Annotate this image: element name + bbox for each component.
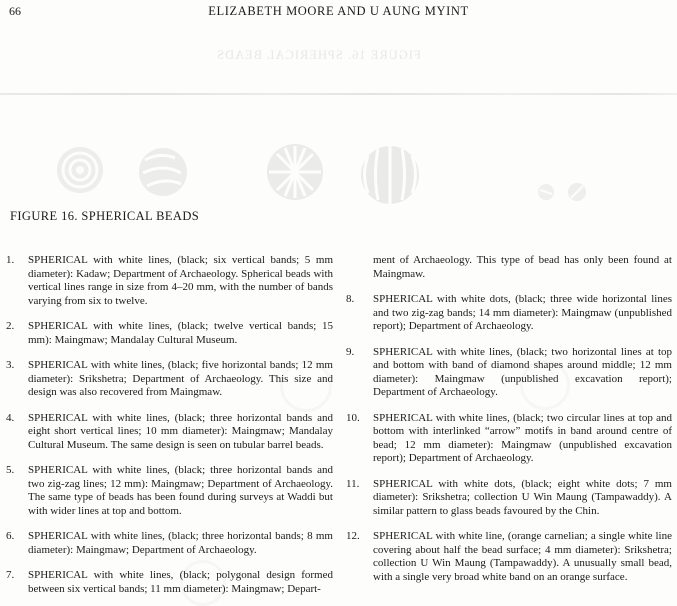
item-number: 6. <box>6 530 15 542</box>
item-text: SPHERICAL with white lines, (black; three horizontal bands; 8 mm diameter): Maingmaw; Department of Archaeology. <box>28 530 333 556</box>
bead-photo-plate <box>0 95 677 225</box>
list-item-10 <box>346 412 672 466</box>
item-number: 9. <box>346 345 355 358</box>
item-number: 5. <box>6 464 15 476</box>
small-bead-icon <box>538 184 554 200</box>
list-item-6 <box>6 530 333 557</box>
list-item-12 <box>346 530 672 584</box>
item-number: 1. <box>6 254 15 266</box>
item-number: 10. <box>346 411 360 424</box>
item-text: SPHERICAL with white lines, (black; six vertical bands; 5 mm diameter): Kadaw; Department of Archaeology. Spherical beads with vertical lines range in size from 4–20 mm, with the number of bands varying from six to twelve. <box>28 254 333 307</box>
item-number: 2. <box>6 320 15 332</box>
small-striped-bead-icon <box>568 183 586 201</box>
diagonal-striped-bead-icon <box>139 148 187 196</box>
item-number: 7. <box>6 569 15 581</box>
item-number: 8. <box>346 293 355 305</box>
list-item-9 <box>346 346 672 400</box>
item-number: 3. <box>6 359 15 371</box>
list-item-8 <box>346 293 672 334</box>
concentric-circles-bead-icon <box>57 147 103 193</box>
showthrough-ghost-caption: FIGURE 16. SPHERICAL BEADS <box>216 48 421 62</box>
item-number: 4. <box>6 411 15 424</box>
list-item-3 <box>6 359 333 400</box>
list-item-1 <box>6 254 333 308</box>
list-item-2 <box>6 320 333 347</box>
item-number: 11. <box>346 477 360 490</box>
item-text: SPHERICAL with white lines, (black; two horizontal lines at top and bottom with band of diamond shapes around middle; 12 mm diameter): Maingmaw (unpublished excavation report); Department of Archaeology. <box>373 345 672 398</box>
vertical-gadroon-bead-icon <box>361 146 419 204</box>
item-text: SPHERICAL with white dots, (black; three wide horizontal lines and two zig-zag bands; 14 mm diameter): Maingmaw (unpublished report); Department of Archaeology. <box>373 293 672 332</box>
item-text: SPHERICAL with white lines, (black; five horizontal bands; 12 mm diameter): Srikshetra; Department of Archaeology. This size and design was also recovered from Maingmaw. <box>28 359 333 398</box>
item-text: SPHERICAL with white lines, (black; twelve vertical bands; 15 mm): Maingmaw; Mandalay Cultural Museum. <box>28 320 333 346</box>
list-item-5 <box>6 464 333 518</box>
right-column <box>346 254 672 596</box>
two-column-list <box>6 254 672 596</box>
item-text: SPHERICAL with white line, (orange carnelian; a single white line covering about half the bead surface; 4 mm diameter): Srikshetra; collection U Win Maung (Tampawaddy). A unusually small bead, with a single very broad white band on an orange surface. <box>373 530 672 583</box>
item-number: 12. <box>346 530 360 542</box>
list-item-7 <box>6 569 333 596</box>
list-item-11 <box>346 478 672 519</box>
item-text: SPHERICAL with white dots, (black; eight white dots; 7 mm diameter): Srikshetra; collection U Win Maung (Tampawaddy). A similar pattern to glass beads favoured by the Chin. <box>373 477 672 517</box>
radial-spoke-bead-icon <box>267 144 323 200</box>
page-number: 66 <box>9 4 21 18</box>
list-item-4 <box>6 412 333 453</box>
item-7-continuation-text: ment of Archaeology. This type of bead has only been found at Maingmaw. <box>373 254 672 280</box>
item-text: SPHERICAL with white lines, (black; polygonal design formed between six vertical bands; 11 mm diameter): Maingmaw; Depart- <box>28 569 333 595</box>
item-text: SPHERICAL with white lines, (black; three horizontal bands and two zig-zag lines; 12 mm): Maingmaw; Department of Archaeology. The same type of beads has been found during surveys at Waddi but with wider lines at top and bottom. <box>28 464 333 517</box>
figure-caption: FIGURE 16. SPHERICAL BEADS <box>10 209 200 223</box>
item-text: SPHERICAL with white lines, (black; two circular lines at top and bottom with interlinked “arrow” motifs in band around centre of bead; 12 mm diameter): Maingmaw (unpublished excavation report); Department of Archaeology. <box>373 411 672 464</box>
item-text: SPHERICAL with white lines, (black; three horizontal bands and eight short vertical lines; 10 mm diameter): Maingmaw; Mandalay Cultural Museum. The same design is seen on tubular barrel beads. <box>28 411 333 451</box>
running-header: ELIZABETH MOORE AND U AUNG MYINT <box>208 4 469 18</box>
left-column <box>6 254 333 596</box>
